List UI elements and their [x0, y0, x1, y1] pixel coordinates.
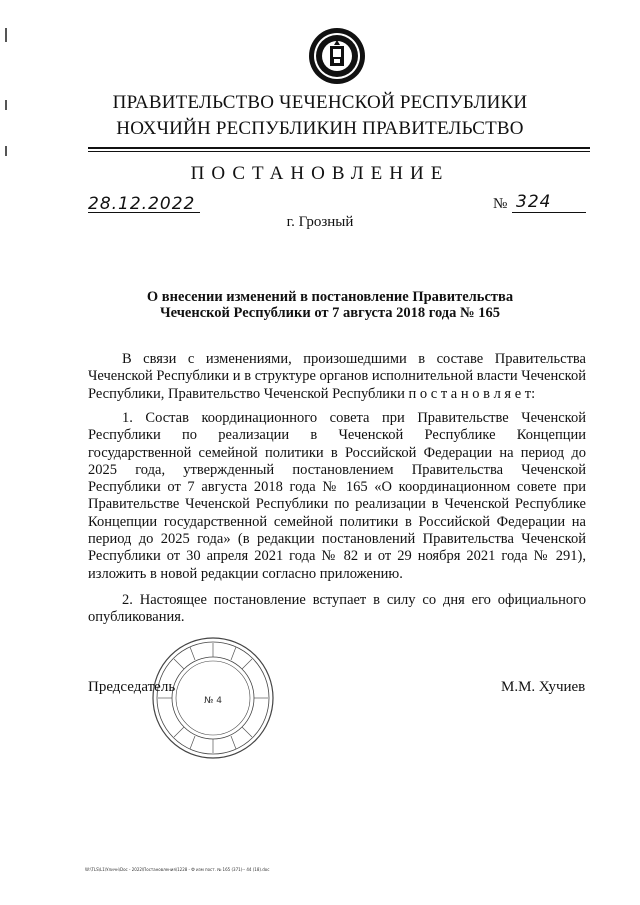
document-title-line-2: Чеченской Республики от 7 августа 2018 года № 165	[160, 305, 500, 321]
header-rule-thin	[88, 151, 590, 152]
binding-mark	[5, 146, 7, 156]
clause-2-paragraph: 2. Настоящее постановление вступает в силу со дня его официального опубликования.	[88, 592, 586, 626]
date-underline	[88, 212, 200, 213]
official-seal-icon	[150, 635, 276, 761]
clause-1-paragraph: 1. Состав координационного совета при Правительстве Чеченской Республики по реализации в Чеченской Республике Концепции государственной семейной политики в Российской Федерации на период до 2025 года, утвержденный постановлением Правительства Чеченской Республики от 7 августа 2018 года № 165 «О координационном совете при Правительстве Чеченской Республики по реализации в Чеченской Республике Концепции государственной семейной политики в Российской Федерации на период до 2025 года» (в редакции постановлений Правительства Чеченской Республики от 30 апреля 2021 года № 82 и от 29 ноября 2021 года № 291), изложить в новой редакции согласно приложению.	[88, 410, 586, 582]
number-label: №	[493, 196, 508, 212]
binding-mark	[5, 28, 7, 42]
document-date: 28.12.2022	[88, 194, 196, 214]
document-type: ПОСТАНОВЛЕНИЕ	[190, 163, 450, 184]
signatory-name: М.М. Хучиев	[501, 679, 586, 695]
header-rule	[88, 147, 590, 149]
government-name-ce: НОХЧИЙН РЕСПУБЛИКИН ПРАВИТЕЛЬСТВО	[116, 118, 524, 139]
number-underline	[512, 212, 586, 213]
file-path-footer: W:\TLS\L1\Уличн\Doc - 2022\Постановления\1228 - Ф изм пост. № 165 (371)-- 44 (18).doc	[85, 867, 270, 872]
city: г. Грозный	[286, 214, 354, 230]
government-name-ru: ПРАВИТЕЛЬСТВО ЧЕЧЕНСКОЙ РЕСПУБЛИКИ	[112, 92, 528, 113]
seal-center-text: № 4	[204, 696, 222, 706]
document-number: 324	[516, 192, 552, 212]
republic-emblem-icon	[307, 26, 367, 86]
preamble-paragraph: В связи с изменениями, произошедшими в составе Правительства Чеченской Республики и в структуре органов исполнительной власти Чеченской Республики, Правительство Чеченской Республики п о с т а н о в л я е т:	[88, 351, 586, 402]
signatory-position: Председатель	[88, 679, 176, 695]
document-title-line-1: О внесении изменений в постановление Правительства	[146, 289, 514, 305]
